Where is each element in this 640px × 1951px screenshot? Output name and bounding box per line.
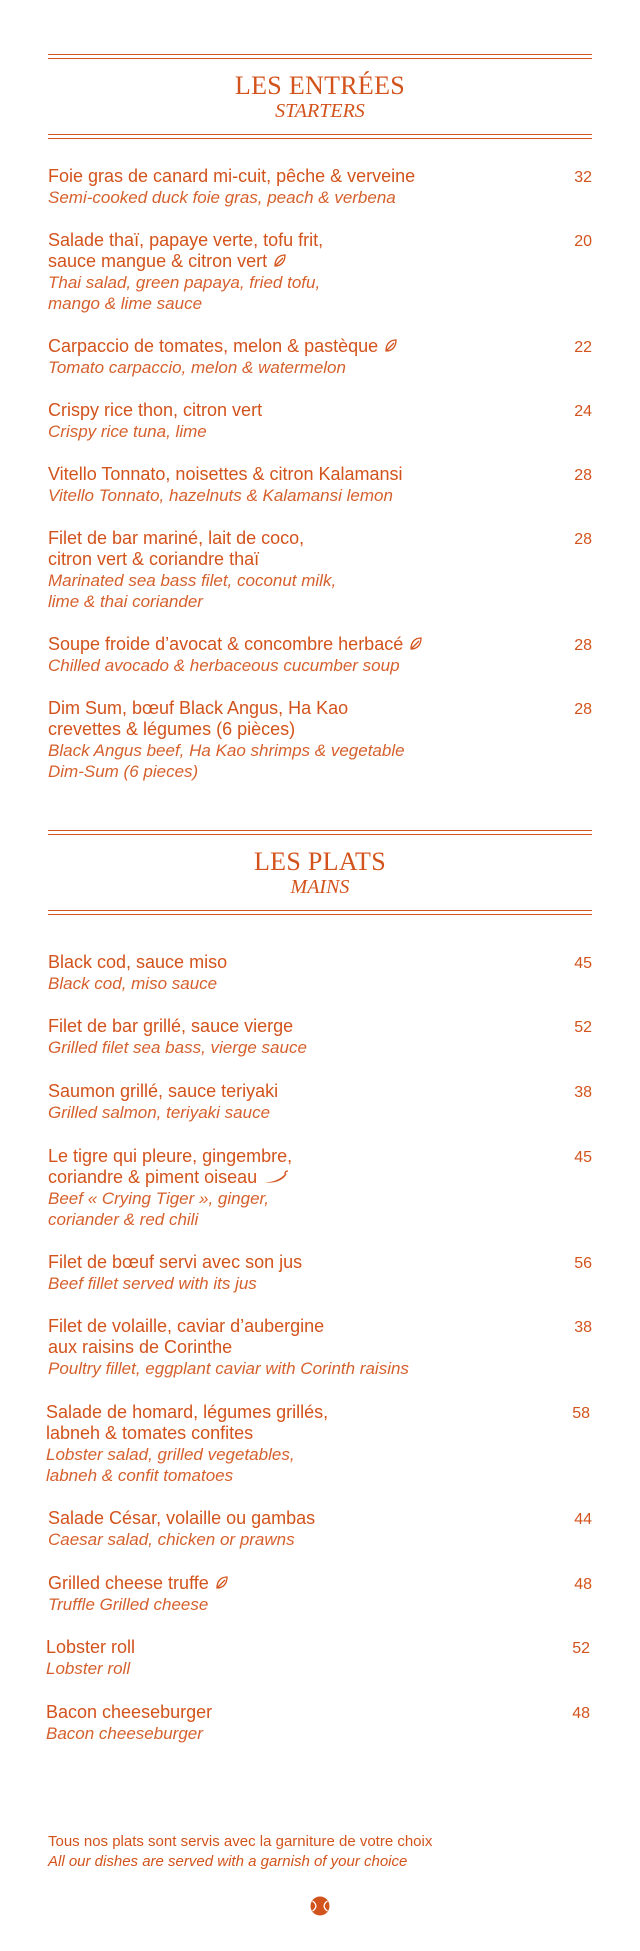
dish-price: 45: [574, 1149, 592, 1166]
dish-description: Lobster salad, grilled vegetables,: [46, 1445, 295, 1464]
dish-price: 45: [574, 955, 592, 972]
dish-price: 28: [574, 637, 592, 654]
dish-description: Bacon cheeseburger: [46, 1724, 203, 1743]
dish-name: Bacon cheeseburger: [46, 1702, 213, 1722]
dish-price: 48: [572, 1705, 590, 1722]
dish-price: 44: [574, 1511, 592, 1528]
divider: [48, 834, 592, 835]
dish-price: 38: [574, 1084, 592, 1101]
dish-price: 58: [572, 1405, 590, 1422]
dish-name: Black cod, sauce miso: [48, 952, 228, 972]
dish-name: Crispy rice thon, citron vert: [48, 400, 263, 420]
footer-note: [48, 1832, 592, 1872]
divider: [48, 830, 592, 831]
section-title-fr: LES ENTRÉES: [234, 71, 406, 100]
menu-item: [48, 528, 592, 612]
dish-name: Carpaccio de tomates, melon & pastèque: [48, 336, 592, 357]
section-title-en: STARTERS: [275, 100, 365, 122]
dish-price: 28: [574, 701, 592, 718]
dish-name: Saumon grillé, sauce teriyaki: [48, 1081, 279, 1101]
menu-item: [48, 1081, 592, 1123]
dish-name-line2: coriandre & piment oiseau: [48, 1167, 592, 1188]
menu-item: [48, 166, 592, 208]
dish-description: Marinated sea bass filet, coconut milk,: [48, 571, 337, 590]
dish-name: Vitello Tonnato, noisettes & citron Kalamansi: [48, 464, 403, 484]
dish-price: 56: [574, 1255, 592, 1272]
dish-price: 48: [574, 1576, 592, 1593]
dish-description: Tomato carpaccio, melon & watermelon: [48, 358, 346, 377]
dish-price: 28: [574, 467, 592, 484]
dish-description-line2: labneh & confit tomatoes: [46, 1466, 234, 1485]
chili-icon: [263, 1170, 289, 1184]
menu-item: [48, 1146, 592, 1230]
dish-name-line2: sauce mangue & citron vert: [48, 251, 592, 272]
dish-description: Semi-cooked duck foie gras, peach & verbena: [48, 188, 396, 207]
dish-description: Grilled filet sea bass, vierge sauce: [48, 1038, 307, 1057]
dish-name: Lobster roll: [46, 1637, 136, 1657]
menu-item: [48, 1508, 592, 1550]
divider: [48, 910, 592, 911]
dish-description-line2: Dim-Sum (6 pieces): [48, 762, 199, 781]
dish-name: Filet de bœuf servi avec son jus: [48, 1252, 303, 1272]
dish-price: 52: [574, 1019, 592, 1036]
section-title-mains: [0, 848, 640, 898]
menu-item: [48, 230, 592, 314]
dish-name-line2: aux raisins de Corinthe: [48, 1337, 233, 1357]
dish-description-line2: mango & lime sauce: [48, 294, 203, 313]
dish-description: Vitello Tonnato, hazelnuts & Kalamansi lemon: [48, 486, 393, 505]
menu-item: [48, 1316, 592, 1379]
menu-item: [48, 1573, 592, 1615]
section-title-starters: [0, 72, 640, 122]
menu-item: [46, 1702, 590, 1744]
dish-name: Filet de bar grillé, sauce vierge: [48, 1016, 294, 1036]
dish-name: Filet de volaille, caviar d’aubergine: [48, 1316, 325, 1336]
dish-price: 28: [574, 531, 592, 548]
leaf-icon: [409, 637, 423, 651]
tennis-ball-icon: [310, 1896, 330, 1916]
footer-note-en: All our dishes are served with a garnish of your choice: [48, 1853, 408, 1870]
dish-name: Grilled cheese truffe: [48, 1573, 592, 1594]
divider: [48, 58, 592, 59]
dish-name: Soupe froide d’avocat & concombre herbacé: [48, 634, 592, 655]
dish-price: 52: [572, 1640, 590, 1657]
dish-description: Beef fillet served with its jus: [48, 1274, 257, 1293]
menu-item: [48, 400, 592, 442]
divider: [48, 914, 592, 915]
menu-item: [48, 1252, 592, 1294]
dish-name: Foie gras de canard mi-cuit, pêche & verveine: [48, 166, 416, 186]
dish-description: Crispy rice tuna, lime: [48, 422, 207, 441]
dish-price: 38: [574, 1319, 592, 1336]
section-title-fr: LES PLATS: [253, 847, 386, 876]
menu-item: [48, 952, 592, 994]
menu-item: [48, 634, 592, 676]
dish-description-line2: lime & thai coriander: [48, 592, 203, 611]
dish-description: Black Angus beef, Ha Kao shrimps & vegetable: [48, 741, 405, 760]
dish-name: Salade thaï, papaye verte, tofu frit,: [48, 230, 324, 250]
menu-item: [46, 1637, 590, 1679]
dish-description-line2: coriander & red chili: [48, 1210, 199, 1229]
dish-price: 24: [574, 403, 592, 420]
footer-note-fr: Tous nos plats sont servis avec la garniture de votre choix: [48, 1833, 433, 1850]
divider: [48, 134, 592, 135]
dish-price: 32: [574, 169, 592, 186]
menu-item: [48, 464, 592, 506]
menu-item: [48, 336, 592, 378]
dish-name: Salade César, volaille ou gambas: [48, 1508, 316, 1528]
dish-name: Le tigre qui pleure, gingembre,: [48, 1146, 293, 1166]
divider: [48, 54, 592, 55]
dish-name-line2: labneh & tomates confites: [46, 1423, 254, 1443]
dish-description: Caesar salad, chicken or prawns: [48, 1530, 295, 1549]
dish-name-line2: citron vert & coriandre thaï: [48, 549, 260, 569]
leaf-icon: [215, 1576, 229, 1590]
dish-price: 22: [574, 339, 592, 356]
leaf-icon: [384, 339, 398, 353]
menu-item: [48, 1016, 592, 1058]
section-title-en: MAINS: [290, 876, 350, 898]
dish-description: Grilled salmon, teriyaki sauce: [48, 1103, 271, 1122]
menu-item: [48, 698, 592, 782]
dish-description: Black cod, miso sauce: [48, 974, 218, 993]
dish-price: 20: [574, 233, 592, 250]
dish-name: Dim Sum, bœuf Black Angus, Ha Kao: [48, 698, 349, 718]
dish-description: Truffle Grilled cheese: [48, 1595, 209, 1614]
dish-description: Chilled avocado & herbaceous cucumber soup: [48, 656, 400, 675]
dish-description: Thai salad, green papaya, fried tofu,: [48, 273, 321, 292]
dish-name-line2: crevettes & légumes (6 pièces): [48, 719, 296, 739]
dish-description: Beef « Crying Tiger », ginger,: [48, 1189, 269, 1208]
dish-description: Lobster roll: [46, 1659, 131, 1678]
dish-name: Salade de homard, légumes grillés,: [46, 1402, 329, 1422]
dish-name: Filet de bar mariné, lait de coco,: [48, 528, 305, 548]
menu-item: [46, 1402, 590, 1486]
dish-description: Poultry fillet, eggplant caviar with Corinth raisins: [48, 1359, 409, 1378]
leaf-icon: [273, 254, 287, 268]
divider: [48, 138, 592, 139]
